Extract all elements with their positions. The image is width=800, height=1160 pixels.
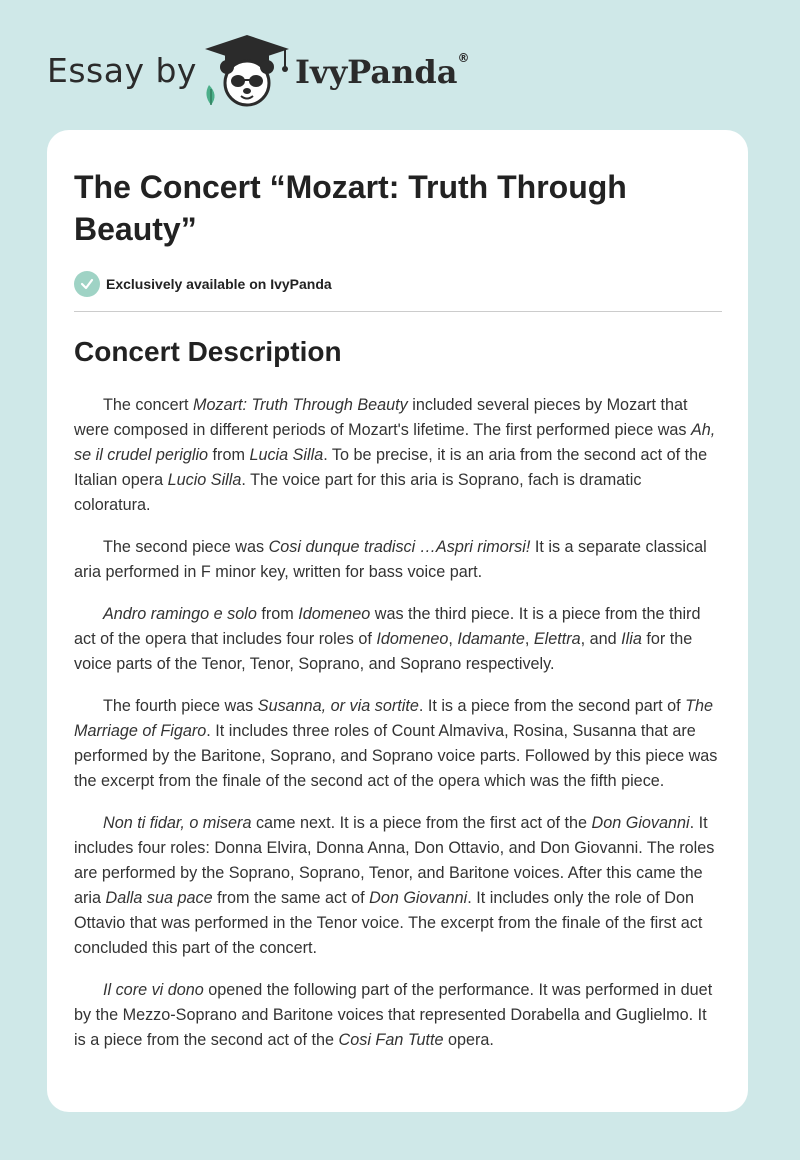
divider [74,311,722,312]
text-run: The concert [103,396,193,414]
exclusive-badge [74,269,722,299]
text-run: , and [580,630,622,648]
italic-title: Lucia Silla [249,446,324,464]
brand-name: IvyPanda [295,53,458,91]
italic-title: Dalla sua pace [105,889,213,907]
text-run: , [448,630,458,648]
italic-title: Il core vi dono [103,981,204,999]
site-header [47,33,547,113]
panda-graduate-icon[interactable] [201,33,293,109]
italic-title: Mozart: Truth Through Beauty [192,396,408,414]
text-run: . To be precise, it is an aria from the second act of the Italian opera [74,446,708,489]
text-run: , [524,630,534,648]
text-run: from [256,605,299,623]
text-run: The fourth piece was [103,697,258,715]
text-run: came next. It is a piece from the first act of the [251,814,592,832]
essay-by-label: Essay by [47,51,197,90]
text-run: . The voice part for this aria is Soprano, fach is dramatic coloratura. [74,471,642,514]
italic-title: The Marriage of Figaro [74,697,714,740]
paragraph [74,811,722,961]
italic-title: Non ti fidar, o misera [103,814,252,832]
text-run: opera. [443,1031,494,1049]
italic-title: Andro ramingo e solo [103,605,257,623]
text-run: from the same act of [212,889,370,907]
text-run: . It includes four roles: Donna Elvira, Donna Anna, Don Ottavio, and Don Giovanni. The roles are performed by the Soprano, Soprano, Tenor, and Baritone voices. After this came the aria [74,814,715,907]
text-run: for the voice parts of the Tenor, Tenor, Soprano, and Soprano respectively. [74,630,693,673]
ivypanda-logo-text[interactable] [295,53,469,91]
text-run: . It includes only the role of Don Ottavio that was performed in the Tenor voice. The excerpt from the finale of the first act concluded this part of the concert. [74,889,703,957]
italic-title: Idamante [457,630,525,648]
italic-title: Ilia [621,630,642,648]
check-icon [74,271,100,297]
text-run: The second piece was [103,538,269,556]
italic-title: Don Giovanni [591,814,690,832]
italic-title: Lucio Silla [167,471,242,489]
italic-title: Ah, se il crudel periglio [74,421,716,464]
paragraph [74,535,722,585]
essay-title: The Concert “Mozart: Truth Through Beauty” [74,169,627,247]
text-run: opened the following part of the performance. It was performed in duet by the Mezzo-Soprano and Baritone voices that represented Dorabella and Guglielmo. It is a piece from the second act of the [74,981,713,1049]
exclusive-text: Exclusively available on IvyPanda [106,276,332,292]
paragraph [74,602,722,677]
text-run: was the third piece. It is a piece from the third act of the opera that includes four roles of [74,605,701,648]
text-run: included several pieces by Mozart that were composed in different periods of Mozart's lifetime. The first performed piece was [74,396,691,439]
text-run: . It includes three roles of Count Almaviva, Rosina, Susanna that are performed by the Baritone, Soprano, and Soprano voice parts. Followed by this piece was the excerpt from the finale of the second act of the opera which was the fifth piece. [74,722,718,790]
italic-title: Don Giovanni [369,889,468,907]
essay-body [74,393,722,1053]
paragraph [74,393,722,518]
text-run: . It is a piece from the second part of [418,697,686,715]
text-run: from [208,446,250,464]
italic-title: Cosi Fan Tutte [338,1031,444,1049]
section-heading: Concert Description [74,336,342,367]
italic-title: Idomeneo [376,630,449,648]
registered-mark: ® [457,51,470,65]
paragraph [74,978,722,1053]
italic-title: Susanna, or via sortite [257,697,419,715]
paragraph [74,694,722,794]
italic-title: Idomeneo [298,605,371,623]
italic-title: Cosi dunque tradisci …Aspri rimorsi! [268,538,531,556]
italic-title: Elettra [533,630,581,648]
text-run: It is a separate classical aria performed in F minor key, written for bass voice part. [74,538,707,581]
essay-card [47,130,748,1112]
